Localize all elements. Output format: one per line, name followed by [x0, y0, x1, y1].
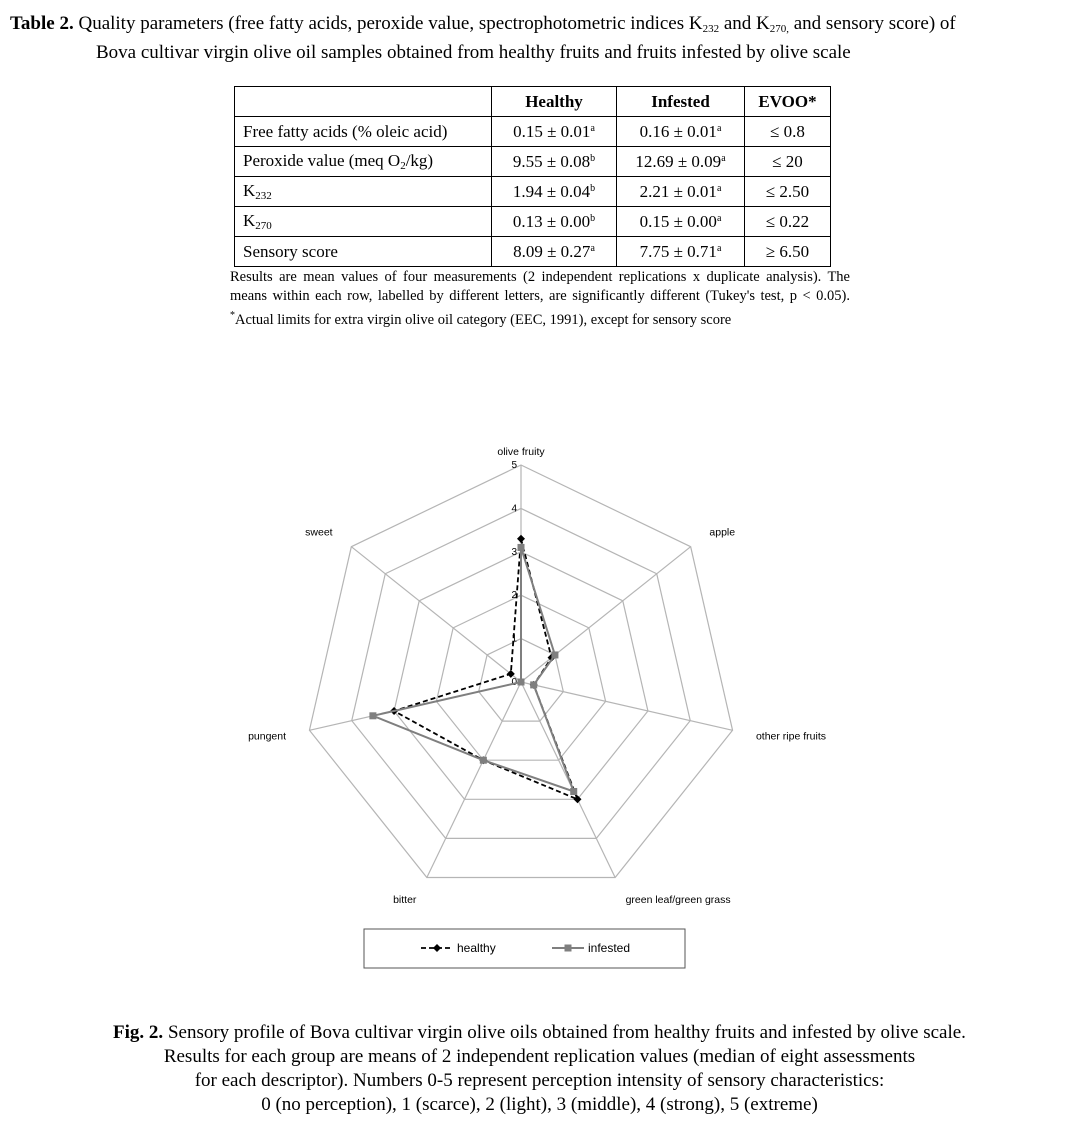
tick-label: 4 [511, 503, 517, 515]
figure-caption [0, 1021, 1079, 1117]
tick-label: 3 [511, 546, 517, 558]
data-point-infested [518, 544, 525, 551]
fig-caption-line3: for each descriptor). Numbers 0-5 represent perception intensity of sensory characteristics: [194, 1070, 885, 1091]
axis-label: green leaf/green grass [625, 894, 731, 907]
table-caption-tail: and sensory score) of [789, 13, 956, 34]
table-caption-line2: Bova cultivar virgin olive oil samples obtained from healthy fruits and fruits infested by olive scale [96, 42, 851, 63]
healthy-cell: 8.09 ± 0.27$^a$ [492, 237, 617, 267]
healthy-cell: 0.15 ± 0.01$^a$ [492, 117, 617, 147]
legend-label-infested: infested [588, 941, 631, 955]
tick-label: 0 [511, 677, 517, 688]
header-infested: Infested [617, 87, 745, 117]
axis-spoke [521, 547, 691, 682]
axis-spoke [351, 547, 521, 682]
data-point-infested [570, 788, 577, 795]
axis-spoke [521, 682, 733, 730]
legend-label-healthy: healthy [457, 941, 496, 955]
infested-cell: 0.15 ± 0.00$^a$ [617, 207, 745, 237]
k270-subscript: 270, [769, 23, 789, 35]
healthy-cell: 1.94 ± 0.04$^b$ [492, 177, 617, 207]
infested-cell: 0.16 ± 0.01$^a$ [617, 117, 745, 147]
fig-caption-line1: Fig. 2. Sensory profile of Bova cultivar virgin olive oils obtained from healthy fruits and infested by olive scale. [113, 1022, 966, 1043]
table-caption-text: Quality parameters (free fatty acids, peroxide value, spectrophotometric indices K [78, 13, 703, 34]
data-point-healthy [517, 535, 525, 543]
data-point-infested [530, 681, 537, 688]
axis-label: apple [709, 526, 736, 539]
healthy-cell: 9.55 ± 0.08$^b$ [492, 147, 617, 177]
fig-caption-line2: Results for each group are means of 2 independent replication values (median of eight assessments [163, 1046, 916, 1067]
axis-label: other ripe fruits [755, 730, 826, 743]
evoo-cell: ≤ 0.8 [745, 117, 831, 147]
param-cell: Peroxide value (meq $O_2/kg$) [235, 147, 492, 177]
param-cell: Free fatty acids (% oleic acid) [235, 117, 492, 147]
param-cell: $K_{270}$ [235, 207, 492, 237]
k232-subscript: 232 [702, 23, 720, 35]
axis-label: pungent [248, 730, 287, 743]
evoo-cell: ≤ 20 [745, 147, 831, 177]
axis-spoke [427, 682, 521, 878]
axis-label: sweet [305, 526, 333, 539]
evoo-cell: ≤ 2.50 [745, 177, 831, 207]
param-cell: $K_{232}$ [235, 177, 492, 207]
figure-label: Fig. 2. [113, 1022, 164, 1043]
header-evoo: EVOO* [745, 87, 831, 117]
tick-label: 5 [511, 460, 517, 471]
axis-label: olive fruity [497, 446, 545, 458]
legend-marker-infested [565, 945, 572, 952]
tick-label: 1 [511, 633, 517, 645]
table-label: Table 2. [10, 13, 74, 34]
legend-box [364, 929, 685, 968]
data-point-infested [551, 651, 558, 658]
data-point-infested [369, 712, 376, 719]
header-healthy: Healthy [492, 87, 617, 117]
table-footnote: Results are mean values of four measurements (2 independent replications x duplicate analysis). The means within each row, labelled by different letters, are significantly different (Tukey's test, p < 0.05). *Actual limits for extra virgin olive oil category (EEC, 1991), except for sensory score [230, 269, 850, 328]
infested-cell: 7.75 ± 0.71$^a$ [617, 237, 745, 267]
infested-cell: 2.21 ± 0.01$^a$ [617, 177, 745, 207]
data-point-infested [518, 679, 525, 686]
axis-label: bitter [393, 894, 417, 907]
healthy-cell: 0.13 ± 0.00$^b$ [492, 207, 617, 237]
evoo-cell: ≥ 6.50 [745, 237, 831, 267]
table-caption-and: and K [719, 13, 770, 34]
infested-cell: 12.69 ± 0.09$^a$ [617, 147, 745, 177]
axis-spoke [521, 682, 615, 878]
fig-caption-line4: 0 (no perception), 1 (scarce), 2 (light), 3 (middle), 4 (strong), 5 (extreme) [261, 1094, 818, 1115]
evoo-cell: ≤ 0.22 [745, 207, 831, 237]
tick-label: 2 [511, 590, 517, 602]
param-cell: Sensory score [235, 237, 492, 267]
data-point-infested [480, 757, 487, 764]
